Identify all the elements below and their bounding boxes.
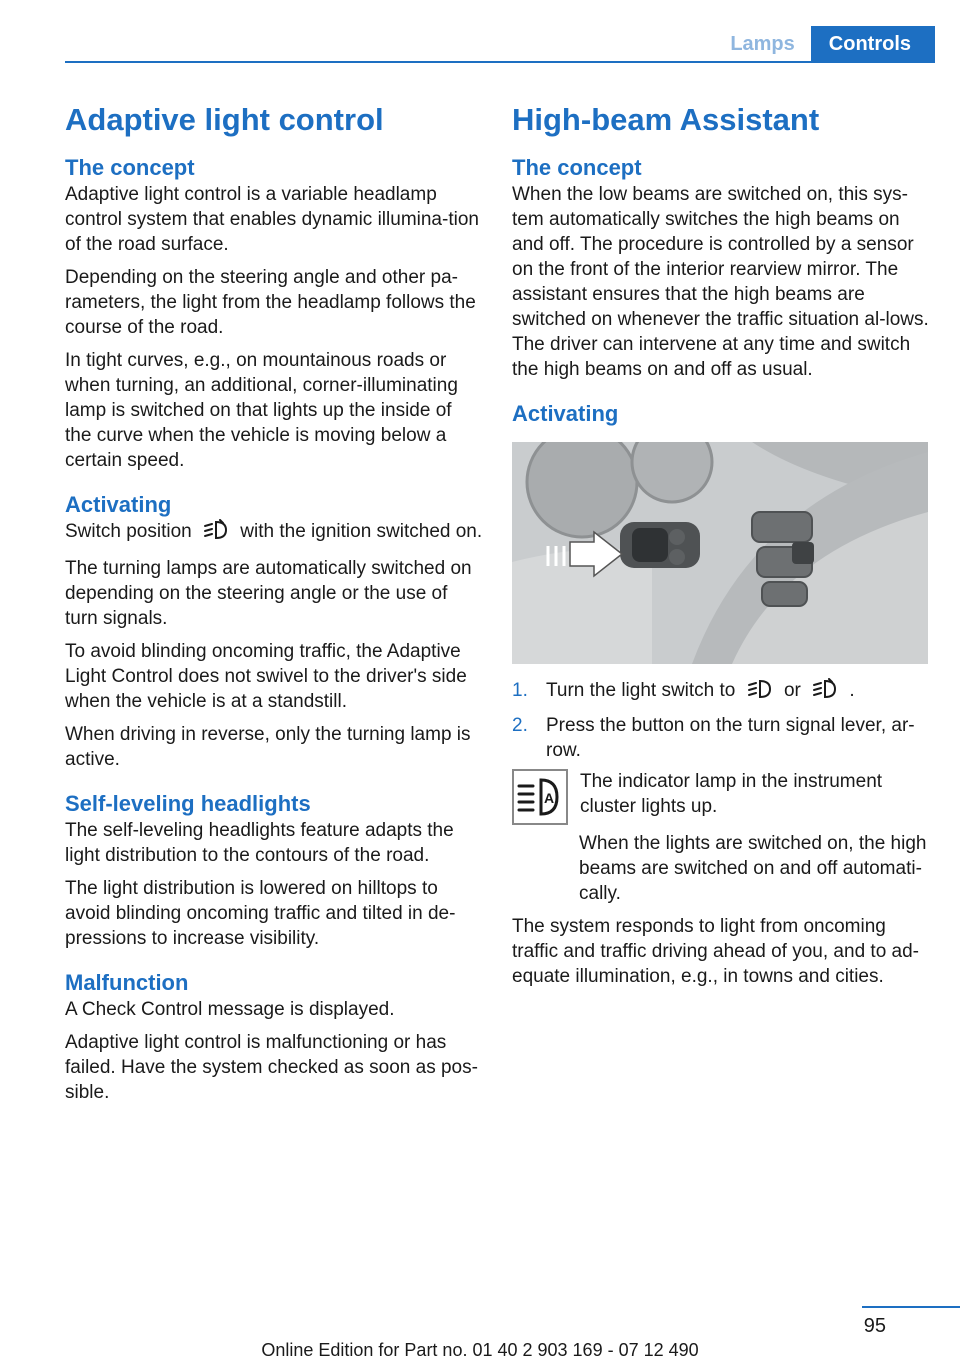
high-beam-assistant-indicator-icon [512,769,568,825]
step-2-number: 2. [512,715,528,736]
steering-wheel-photo [512,442,928,664]
self-leveling-p2: The light distribution is lowered on hilltops to avoid blinding oncoming traffic and tilted in de-pressions to increase visibility. [65,878,456,949]
step-2-text: Press the button on the turn signal lever, ar-row. [546,715,915,761]
indicator-row [512,769,932,825]
right-concept-heading: The concept [512,155,642,180]
right-activating-heading: Activating [512,401,619,426]
step-2 [512,713,932,763]
step-1-end: . [849,680,855,701]
high-beam-assistant-title: High-beam Assistant [512,102,820,137]
low-beam-icon [747,678,773,707]
step-1 [512,678,932,707]
header-section-lamps: Lamps [730,32,795,55]
step-1-text: Turn the light switch to [546,680,736,701]
left-activating-p1 [65,519,483,548]
malfunction-p1: A Check Control message is displayed. [65,999,395,1020]
left-activating-p3: To avoid blinding oncoming traffic, the Adaptive Light Control does not swivel to the driver's side when the vehicle is at a standstill. [65,641,467,712]
header-rule [65,61,935,63]
header-tabs [714,26,935,62]
adaptive-light-title: Adaptive light control [65,102,384,137]
self-leveling-heading: Self-leveling headlights [65,791,311,816]
auto-headlight-icon [203,519,229,548]
left-concept-p1: Adaptive light control is a variable headlamp control system that enables dynamic illumina-tion of the road surface. [65,184,479,255]
right-concept-p1: When the low beams are switched on, this sys-tem automatically switches the high beams on and off. The procedure is controlled by a sensor on the front of the interior rearview mirror. The assistant ensures that the high beams are switched on whenever the traffic situation al-lows. The driver can intervene at any time and switch the high beams on and off as usual. [512,184,929,380]
header-chapter-controls: Controls [811,26,935,62]
switch-position-text: Switch position [65,521,192,542]
auto-headlight-icon [812,678,838,707]
self-leveling-p1: The self-leveling headlights feature adapts the light distribution to the contours of the road. [65,820,454,866]
indicator-text: The indicator lamp in the instrument cluster lights up. [580,771,883,817]
left-concept-p2: Depending on the steering angle and other pa-rameters, the light from the headlamp follows the course of the road. [65,267,476,338]
step-1-number: 1. [512,680,528,701]
step-1-or: or [783,680,801,701]
left-activating-heading: Activating [65,492,172,517]
left-activating-p4: When driving in reverse, only the turning lamp is active. [65,724,471,770]
malfunction-p2: Adaptive light control is malfunctioning or has failed. Have the system checked as soon as pos-sible. [65,1032,478,1103]
ignition-text: with the ignition switched on. [240,521,483,542]
activation-steps [512,678,932,763]
malfunction-heading: Malfunction [65,970,189,995]
system-responds-p: The system responds to light from oncoming traffic and traffic driving ahead of you, and to ad-equate illumination, e.g., in towns and cities. [512,916,919,987]
after-indicator-p: When the lights are switched on, the high beams are switched on and off automati-cally. [579,833,927,904]
left-column [65,100,483,1113]
footer-rule [862,1306,960,1308]
left-concept-p3: In tight curves, e.g., on mountainous roads or when turning, an additional, corner-illuminating lamp is switched on that lights up the inside of the curve when the vehicle is moving below a certain speed. [65,350,458,471]
svg-text:A: A [543,790,555,806]
page-number: 95 [863,1315,886,1337]
left-activating-p2: The turning lamps are automatically switched on depending on the steering angle or the use of turn signals. [65,558,472,629]
left-concept-heading: The concept [65,155,195,180]
right-column [512,100,932,997]
footer-edition: Online Edition for Part no. 01 40 2 903 169 - 07 12 490 [261,1340,699,1360]
